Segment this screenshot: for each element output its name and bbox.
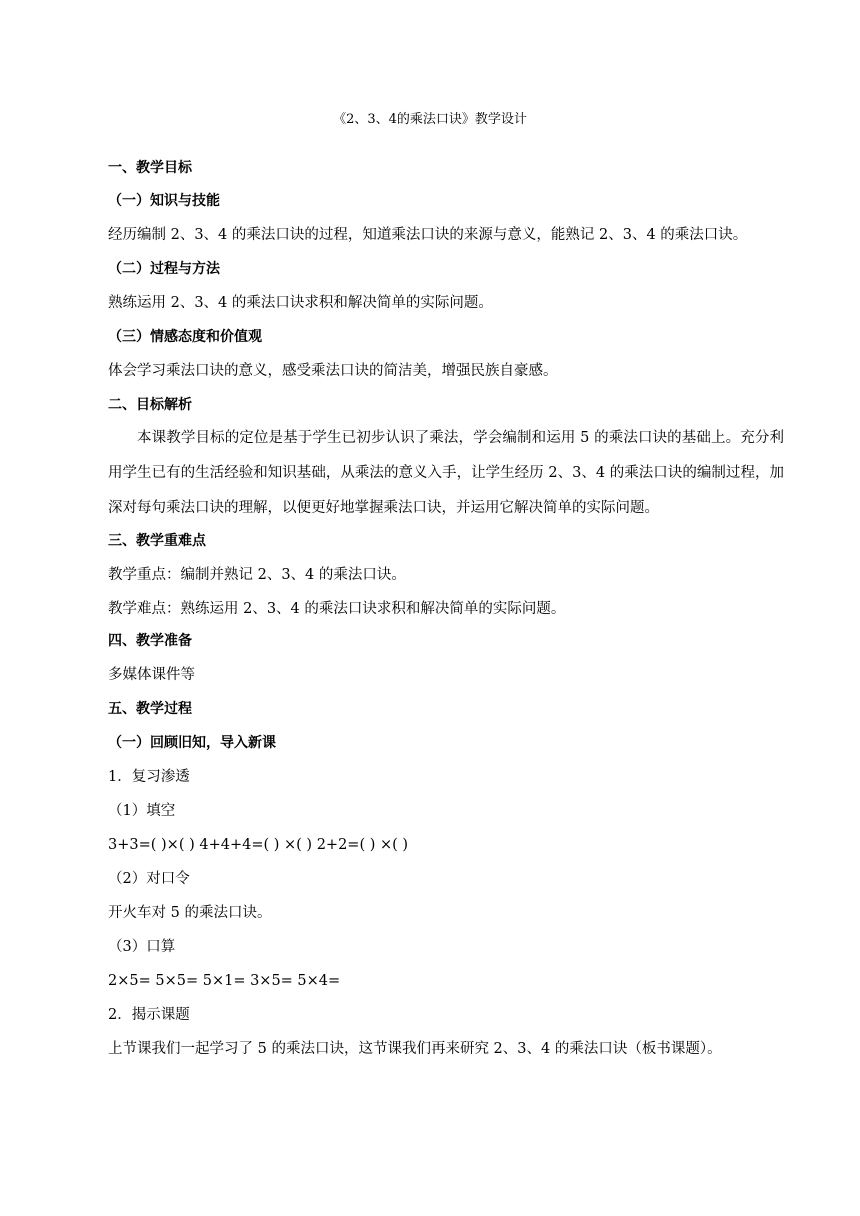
oral-drill-content: 开火车对 5 的乘法口诀。 xyxy=(108,905,272,921)
mental-math-content: 2×5= 5×5= 5×1= 3×5= 5×4= xyxy=(108,973,341,989)
item-review: 1．复习渗透 xyxy=(108,769,190,785)
paragraph-preparation: 多媒体课件等 xyxy=(108,667,195,683)
item-fill-blank: （1）填空 xyxy=(108,803,176,819)
paragraph-process-methods: 熟练运用 2、3、4 的乘法口诀求积和解决简单的实际问题。 xyxy=(108,295,493,311)
subheading-review-introduce: （一）回顾旧知，导入新课 xyxy=(108,735,276,751)
paragraph-difficult-point: 教学难点：熟练运用 2、3、4 的乘法口诀求积和解决简单的实际问题。 xyxy=(108,601,566,617)
paragraph-objective-analysis: 本课教学目标的定位是基于学生已初步认识了乘法，学会编制和运用 5 的乘法口诀的基础上。充分利用学生已有的生活经验和知识基础，从乘法的意义入手，让学生经历 2、3、4 的乘法口诀的编制过程，加深对每句乘法口诀的理解，以便更好地掌握乘法口诀，并运用它解决简单的实际问题。 xyxy=(108,430,784,516)
section-heading-objective-analysis: 二、目标解析 xyxy=(108,397,192,413)
section-heading-teaching-process: 五、教学过程 xyxy=(108,701,192,717)
subheading-knowledge-skills: （一）知识与技能 xyxy=(108,193,220,209)
item-mental-math: （3）口算 xyxy=(108,939,176,955)
paragraph-knowledge-skills: 经历编制 2、3、4 的乘法口诀的过程，知道乘法口诀的来源与意义，能熟记 2、3、4 的乘法口诀。 xyxy=(108,227,748,243)
section-heading-teaching-objectives: 一、教学目标 xyxy=(108,160,192,176)
subheading-process-methods: （二）过程与方法 xyxy=(108,261,220,277)
paragraph-attitude-values: 体会学习乘法口诀的意义，感受乘法口诀的简洁美，增强民族自豪感。 xyxy=(108,363,558,379)
paragraph-key-point: 教学重点：编制并熟记 2、3、4 的乘法口诀。 xyxy=(108,567,406,583)
reveal-topic-content: 上节课我们一起学习了 5 的乘法口诀，这节课我们再来研究 2、3、4 的乘法口诀（板书课题）。 xyxy=(108,1041,722,1057)
fill-blank-content: 3+3=( )×( ) 4+4+4=( ) ×( ) 2+2=( ) ×( ) xyxy=(108,837,409,853)
item-reveal-topic: 2．揭示课题 xyxy=(108,1007,190,1023)
item-oral-drill: （2）对口令 xyxy=(108,871,190,887)
section-heading-preparation: 四、教学准备 xyxy=(108,633,192,649)
subheading-attitude-values: （三）情感态度和价值观 xyxy=(108,329,262,345)
section-heading-key-points: 三、教学重难点 xyxy=(108,533,206,549)
document-title: 《2、3、4的乘法口诀》教学设计 xyxy=(333,112,527,127)
